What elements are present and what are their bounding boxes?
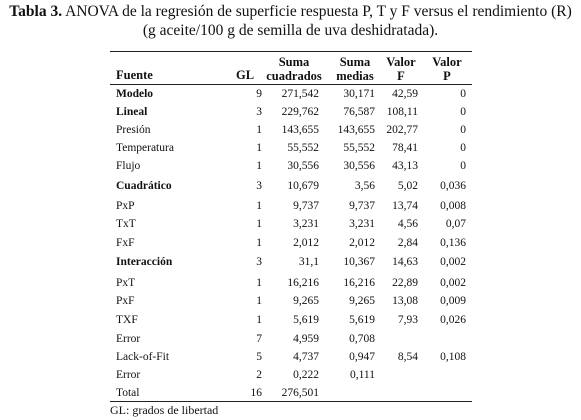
header-suma-cuadrados-line1: Suma xyxy=(278,55,310,69)
caption-line-1 xyxy=(0,2,581,21)
cell-p-value: 0,026 xyxy=(440,314,466,326)
caption-line-2: (g aceite/100 g de semilla de uva deshidratada). xyxy=(142,22,439,39)
cell-gl: 1 xyxy=(256,124,262,136)
table-row xyxy=(110,330,472,348)
cell-p-value: 0 xyxy=(460,106,466,118)
table-row xyxy=(110,139,472,157)
cell-f-value: 42,59 xyxy=(392,88,418,100)
cell-source: TxT xyxy=(116,218,136,230)
cell-sum-squares: 55,552 xyxy=(287,142,319,154)
cell-mean-squares: 10,367 xyxy=(343,256,375,268)
cell-gl: 5 xyxy=(256,351,262,363)
cell-f-value: 13,74 xyxy=(392,200,418,212)
header-valor-p xyxy=(425,55,469,83)
table-caption xyxy=(0,2,581,40)
table-row xyxy=(110,215,472,233)
cell-sum-squares: 9,265 xyxy=(293,295,319,307)
cell-mean-squares: 2,012 xyxy=(349,237,375,249)
cell-gl: 16 xyxy=(250,387,262,399)
cell-source: PxT xyxy=(116,277,136,289)
cell-p-value: 0,136 xyxy=(440,237,466,249)
cell-mean-squares: 55,552 xyxy=(343,142,375,154)
cell-sum-squares: 276,501 xyxy=(281,387,319,399)
table-row xyxy=(110,292,472,310)
cell-mean-squares: 30,171 xyxy=(343,88,375,100)
cell-f-value: 22,89 xyxy=(392,277,418,289)
cell-f-value: 14,63 xyxy=(392,256,418,268)
table-row xyxy=(110,274,472,292)
cell-source: Lack-of-Fit xyxy=(116,351,170,363)
cell-gl: 1 xyxy=(256,237,262,249)
cell-sum-squares: 5,619 xyxy=(293,314,319,326)
table-row xyxy=(110,85,472,103)
cell-source: Flujo xyxy=(116,160,141,172)
cell-mean-squares: 143,655 xyxy=(337,124,375,136)
cell-source: Error xyxy=(116,369,141,381)
cell-sum-squares: 3,231 xyxy=(293,218,319,230)
cell-sum-squares: 31,1 xyxy=(298,256,319,268)
cell-gl: 1 xyxy=(256,200,262,212)
cell-mean-squares: 0,708 xyxy=(349,333,375,345)
cell-source: FxF xyxy=(116,237,135,249)
cell-gl: 9 xyxy=(256,88,262,100)
cell-mean-squares: 3,231 xyxy=(349,218,375,230)
cell-mean-squares: 76,587 xyxy=(343,106,375,118)
header-suma-cuadrados xyxy=(263,55,325,83)
cell-f-value: 202,77 xyxy=(386,124,418,136)
cell-mean-squares: 5,619 xyxy=(349,314,375,326)
cell-sum-squares: 143,655 xyxy=(281,124,319,136)
cell-gl: 3 xyxy=(256,106,262,118)
top-rule xyxy=(110,51,472,52)
cell-sum-squares: 229,762 xyxy=(281,106,319,118)
header-fuente: Fuente xyxy=(116,68,153,82)
cell-mean-squares: 0,111 xyxy=(349,369,375,381)
cell-p-value: 0,002 xyxy=(440,256,466,268)
table-row xyxy=(110,177,472,195)
header-valor-f-line2: F xyxy=(397,69,405,83)
header-valor-f-line1: Valor xyxy=(386,55,416,69)
cell-f-value: 2,84 xyxy=(397,237,418,249)
cell-p-value: 0 xyxy=(460,88,466,100)
cell-gl: 1 xyxy=(256,295,262,307)
cell-p-value: 0,07 xyxy=(445,218,466,230)
cell-source: Presión xyxy=(116,124,151,136)
cell-f-value: 78,41 xyxy=(392,142,418,154)
table-row xyxy=(110,348,472,366)
cell-gl: 1 xyxy=(256,160,262,172)
header-suma-medias-line2: medias xyxy=(336,69,374,83)
cell-source: TXF xyxy=(116,314,138,326)
footnote: GL: grados de libertad xyxy=(110,403,219,417)
cell-mean-squares: 9,265 xyxy=(349,295,375,307)
table-row xyxy=(110,234,472,252)
cell-gl: 7 xyxy=(256,333,262,345)
caption-label: Tabla 3. xyxy=(9,3,63,20)
cell-mean-squares: 30,556 xyxy=(343,160,375,172)
cell-mean-squares: 9,737 xyxy=(349,200,375,212)
cell-source: Total xyxy=(116,387,140,399)
cell-f-value: 43,13 xyxy=(392,160,418,172)
header-suma-medias-line1: Suma xyxy=(339,55,371,69)
cell-gl: 1 xyxy=(256,218,262,230)
cell-f-value: 108,11 xyxy=(386,106,418,118)
cell-f-value: 8,54 xyxy=(397,351,418,363)
cell-p-value: 0,108 xyxy=(440,351,466,363)
header-suma-cuadrados-line2: cuadrados xyxy=(266,69,322,83)
header-suma-medias xyxy=(329,55,381,83)
cell-f-value: 4,56 xyxy=(397,218,418,230)
cell-mean-squares: 0,947 xyxy=(349,351,375,363)
cell-sum-squares: 10,679 xyxy=(287,180,319,192)
cell-mean-squares: 16,216 xyxy=(343,277,375,289)
cell-source: Error xyxy=(116,333,141,345)
cell-sum-squares: 271,542 xyxy=(281,88,319,100)
header-valor-f xyxy=(381,55,421,83)
header-gl: GL xyxy=(235,68,255,82)
cell-p-value: 0,008 xyxy=(440,200,466,212)
header-valor-p-line2: P xyxy=(443,69,451,83)
cell-source: PxF xyxy=(116,295,135,307)
caption-title: ANOVA de la regresión de superficie respuesta P, T y F versus el rendimiento (R) xyxy=(62,3,572,20)
cell-mean-squares: 3,56 xyxy=(354,180,375,192)
cell-gl: 1 xyxy=(256,277,262,289)
cell-sum-squares: 4,737 xyxy=(293,351,319,363)
table-row xyxy=(110,197,472,215)
cell-source: Modelo xyxy=(116,88,154,100)
table-row xyxy=(110,384,472,402)
cell-gl: 1 xyxy=(256,142,262,154)
cell-gl: 3 xyxy=(256,180,262,192)
cell-sum-squares: 9,737 xyxy=(293,200,319,212)
cell-sum-squares: 2,012 xyxy=(293,237,319,249)
cell-sum-squares: 0,222 xyxy=(293,369,319,381)
cell-gl: 3 xyxy=(256,256,262,268)
cell-source: Cuadrático xyxy=(116,180,172,192)
cell-f-value: 13,08 xyxy=(392,295,418,307)
cell-source: Temperatura xyxy=(116,142,174,154)
cell-sum-squares: 30,556 xyxy=(287,160,319,172)
cell-p-value: 0,009 xyxy=(440,295,466,307)
cell-p-value: 0 xyxy=(460,160,466,172)
cell-sum-squares: 16,216 xyxy=(287,277,319,289)
cell-sum-squares: 4,959 xyxy=(293,333,319,345)
table-row xyxy=(110,366,472,384)
table-row xyxy=(110,103,472,121)
cell-gl: 2 xyxy=(256,369,262,381)
bottom-rule xyxy=(110,401,472,402)
cell-gl: 1 xyxy=(256,314,262,326)
header-valor-p-line1: Valor xyxy=(432,55,462,69)
table-row xyxy=(110,157,472,175)
table-row xyxy=(110,311,472,329)
cell-p-value: 0,002 xyxy=(440,277,466,289)
cell-source: PxP xyxy=(116,200,135,212)
cell-f-value: 7,93 xyxy=(397,314,418,326)
cell-p-value: 0,036 xyxy=(440,180,466,192)
cell-p-value: 0 xyxy=(460,124,466,136)
cell-source: Interacción xyxy=(116,256,173,268)
cell-source: Lineal xyxy=(116,106,148,118)
table-row xyxy=(110,253,472,271)
table-row xyxy=(110,121,472,139)
cell-f-value: 5,02 xyxy=(397,180,418,192)
cell-p-value: 0 xyxy=(460,142,466,154)
